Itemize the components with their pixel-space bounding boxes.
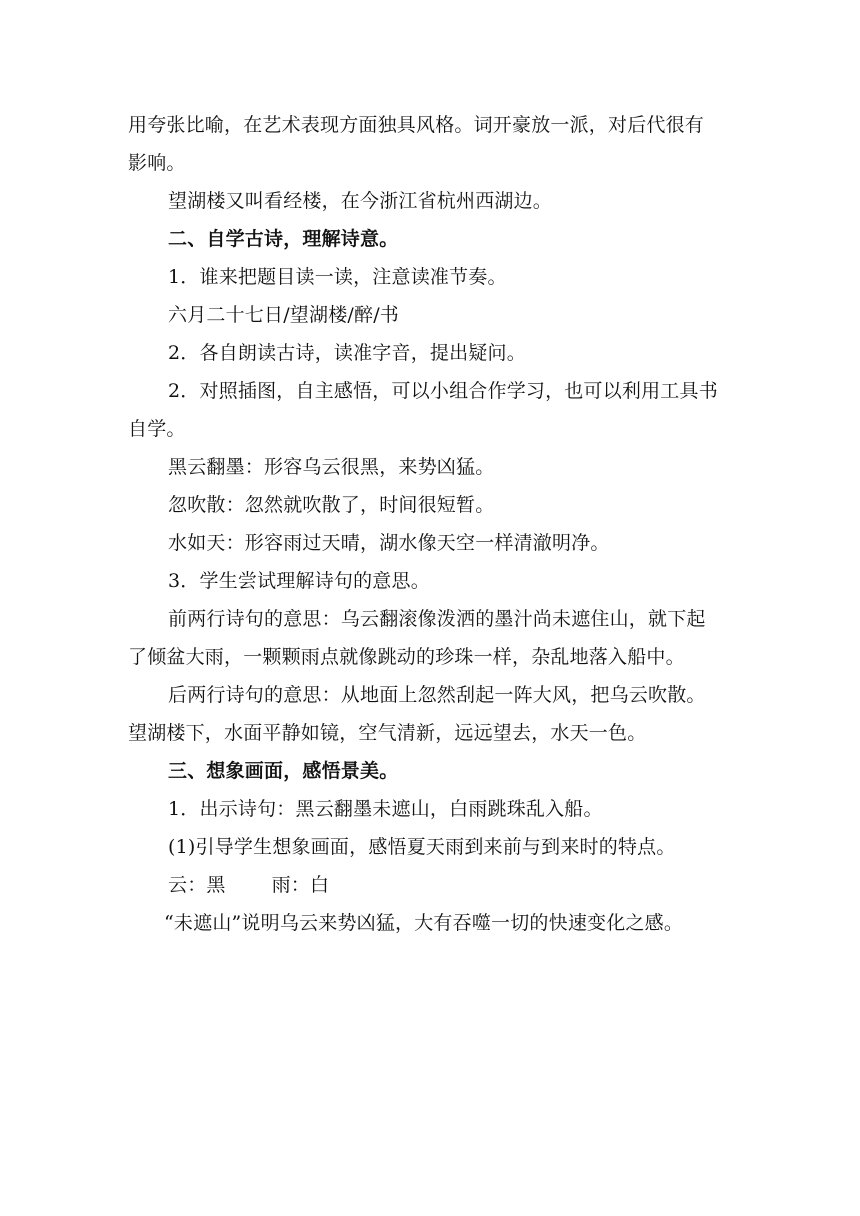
text-line: 前两行诗句的意思：乌云翻滚像泼洒的墨汁尚未遮住山，就下起 — [168, 608, 706, 630]
text-line: 3．学生尝试理解诗句的意思。 — [168, 570, 430, 592]
cloud-text: 云：黑 — [168, 874, 226, 896]
text-line: 黑云翻墨：形容乌云很黑，来势凶猛。 — [168, 456, 495, 478]
text-line: 了倾盆大雨，一颗颗雨点就像跳动的珍珠一样，杂乱地落入船中。 — [128, 646, 685, 668]
text-line: 1．出示诗句：黑云翻墨未遮山，白雨跳珠乱入船。 — [168, 798, 603, 820]
last-paragraph-line: “未遮山”说明乌云来势凶猛，大有吞噬一切的快速变化之感。 — [164, 912, 684, 934]
text-line: 用夸张比喻，在艺术表现方面独具风格。词开豪放一派，对后代很有 — [128, 114, 705, 136]
text-line: 后两行诗句的意思：从地面上忽然刮起一阵大风，把乌云吹散。 — [168, 684, 706, 706]
document-body — [128, 106, 740, 866]
section-heading: 二、自学古诗，理解诗意。 — [168, 228, 399, 250]
text-line: 水如天：形容雨过天晴，湖水像天空一样清澈明净。 — [168, 532, 610, 554]
text-line: 望湖楼下，水面平静如镜，空气清新，远远望去，水天一色。 — [128, 722, 647, 744]
section-heading: 三、想象画面，感悟景美。 — [168, 760, 399, 782]
text-line: 六月二十七日/望湖楼/醉/书 — [168, 304, 400, 326]
text-line: 影响。 — [128, 152, 186, 174]
text-line: 自学。 — [128, 418, 186, 440]
cloud-rain-line — [128, 866, 740, 904]
rain-text: 雨：白 — [271, 874, 330, 896]
text-line: 2．对照插图，自主感悟，可以小组合作学习，也可以利用工具书 — [168, 380, 718, 402]
document-page — [128, 106, 740, 942]
text-line: 1．谁来把题目读一读，注意读准节奏。 — [168, 266, 507, 288]
text-line: 忽吹散：忽然就吹散了，时间很短暂。 — [168, 494, 495, 516]
text-line: 2．各自朗读古诗，读准字音，提出疑问。 — [168, 342, 526, 364]
text-line: 望湖楼又叫看经楼，在今浙江省杭州西湖边。 — [168, 190, 553, 212]
text-line: (1)引导学生想象画面，感悟夏天雨到来前与到来时的特点。 — [168, 836, 676, 858]
